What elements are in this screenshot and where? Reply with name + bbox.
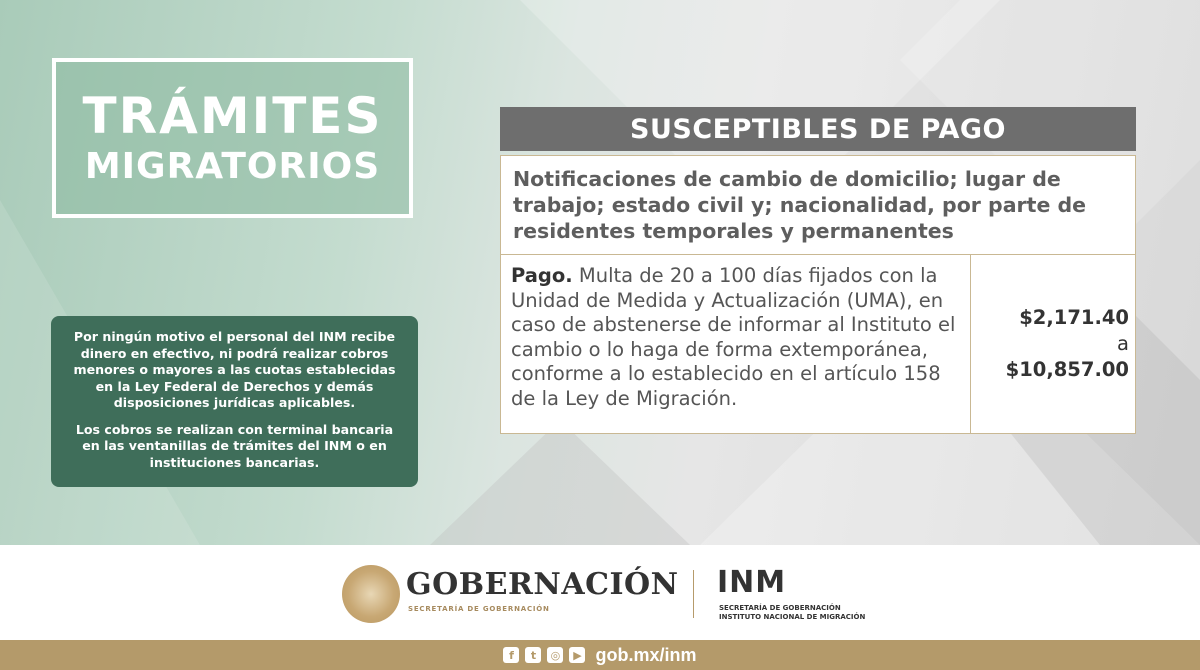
twitter-icon[interactable]: t: [525, 647, 541, 663]
inm-subtitle-2: INSTITUTO NACIONAL DE MIGRACIÓN: [719, 613, 866, 621]
facebook-icon[interactable]: f: [503, 647, 519, 663]
amount-min: $2,171.40: [1019, 306, 1129, 329]
page-subtitle: MIGRATORIOS: [84, 146, 381, 187]
logo-divider: [693, 570, 694, 618]
payment-panel: [500, 107, 1136, 434]
panel-subtitle: Notificaciones de cambio de domicilio; lugar de trabajo; estado civil y; nacionalidad, por parte de residentes temporales y permanentes: [500, 155, 1136, 254]
gobernacion-subtitle: SECRETARÍA DE GOBERNACIÓN: [408, 605, 550, 613]
youtube-icon[interactable]: ▶: [569, 647, 585, 663]
social-icons: [503, 647, 585, 663]
website-link[interactable]: gob.mx/inm: [595, 644, 697, 665]
bottom-bar: [0, 640, 1200, 670]
notice-paragraph-2: Los cobros se realizan con terminal bancaria en las ventanillas de trámites del INM o en instituciones bancarias.: [75, 421, 394, 470]
gobernacion-logo-text: GOBERNACIÓN: [406, 567, 679, 602]
amount-max: $10,857.00: [1005, 358, 1129, 381]
payment-row: [500, 254, 1136, 434]
payment-text: Multa de 20 a 100 días fijados con la Unidad de Medida y Actualización (UMA), en caso de abstenerse de informar al Instituto el cambio o lo haga de forma extemporánea, conforme a lo establecido en el artículo 158 de la Ley de Migración.: [511, 264, 956, 410]
panel-header: SUSCEPTIBLES DE PAGO: [500, 107, 1136, 151]
notice-box: [51, 316, 418, 487]
payment-amount: [971, 255, 1135, 433]
national-seal-icon: [342, 565, 400, 623]
page-title: TRÁMITES: [82, 87, 383, 145]
instagram-icon[interactable]: ◎: [547, 647, 563, 663]
payment-label: Pago.: [511, 264, 573, 287]
payment-description: [501, 255, 971, 433]
inm-logo: INM: [717, 565, 787, 600]
title-box: [52, 58, 413, 218]
notice-paragraph-1: Por ningún motivo el personal del INM recibe dinero en efectivo, ni podrá realizar cobros menores o mayores a las cuotas establecidas en la Ley Federal de Derechos y demás disposiciones jurídicas aplicables.: [73, 329, 396, 410]
inm-subtitle-1: SECRETARÍA DE GOBERNACIÓN: [719, 604, 841, 612]
footer: [0, 545, 1200, 640]
amount-separator: a: [1117, 332, 1129, 355]
